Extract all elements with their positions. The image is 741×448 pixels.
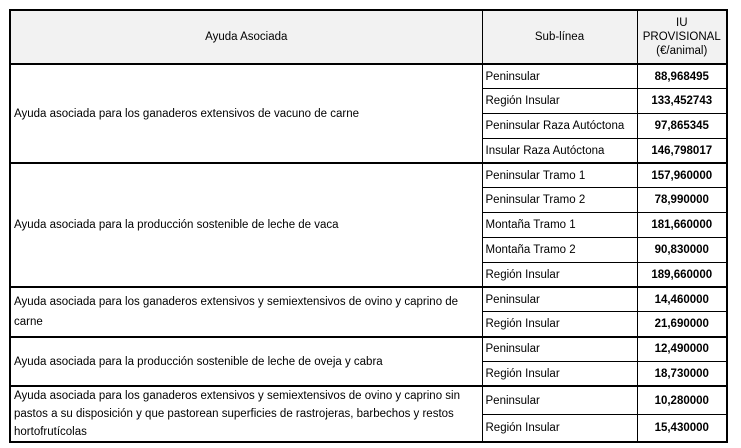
value-cell: 21,690000: [637, 312, 727, 337]
value-cell: 189,660000: [637, 262, 727, 287]
table-row: [10, 287, 727, 312]
value-cell: 146,798017: [637, 138, 727, 163]
subline-cell: Peninsular Raza Autóctona: [482, 114, 637, 139]
header-iu-line-2: PROVISIONAL: [642, 31, 721, 43]
aid-table: [9, 9, 728, 443]
subline-cell: Peninsular: [482, 287, 637, 312]
subline-cell: Peninsular Tramo 1: [482, 163, 637, 188]
subline-cell: Peninsular: [482, 337, 637, 362]
header-iu-provisional: [637, 10, 727, 64]
table-header: [10, 10, 727, 64]
subline-cell: Peninsular Tramo 2: [482, 188, 637, 213]
ayuda-cell: Ayuda asociada para los ganaderos extensivos y semiextensivos de ovino y caprino sin pastos a su disposición y que pastorean superficies de rastrojeras, barbechos y restos hortofrutícolas: [10, 386, 482, 442]
subline-cell: Región Insular: [482, 362, 637, 387]
table-row: [10, 64, 727, 89]
aid-table-document: [9, 9, 726, 439]
value-cell: 18,730000: [637, 362, 727, 387]
subline-cell: Peninsular: [482, 386, 637, 414]
ayuda-cell: Ayuda asociada para la producción sostenible de leche de vaca: [10, 163, 482, 287]
value-cell: 88,968495: [637, 64, 727, 89]
ayuda-cell: Ayuda asociada para la producción sostenible de leche de oveja y cabra: [10, 337, 482, 387]
value-cell: 10,280000: [637, 386, 727, 414]
subline-cell: Región Insular: [482, 262, 637, 287]
table-row: [10, 337, 727, 362]
value-cell: 12,490000: [637, 337, 727, 362]
header-row: [10, 10, 727, 64]
header-iu-line-1: IU: [676, 17, 688, 29]
table-row: [10, 386, 727, 414]
header-iu-line-3: (€/animal): [656, 45, 708, 57]
subline-cell: Montaña Tramo 1: [482, 213, 637, 238]
value-cell: 97,865345: [637, 114, 727, 139]
value-cell: 157,960000: [637, 163, 727, 188]
table-row: [10, 163, 727, 188]
table-body: [10, 64, 727, 442]
subline-cell: Región Insular: [482, 312, 637, 337]
value-cell: 78,990000: [637, 188, 727, 213]
header-sub-linea: Sub-línea: [482, 10, 637, 64]
subline-cell: Insular Raza Autóctona: [482, 138, 637, 163]
value-cell: 90,830000: [637, 238, 727, 263]
ayuda-cell: Ayuda asociada para los ganaderos extensivos de vacuno de carne: [10, 64, 482, 163]
value-cell: 14,460000: [637, 287, 727, 312]
subline-cell: Peninsular: [482, 64, 637, 89]
ayuda-cell: Ayuda asociada para los ganaderos extensivos y semiextensivos de ovino y caprino de carne: [10, 287, 482, 337]
subline-cell: Región Insular: [482, 89, 637, 114]
value-cell: 133,452743: [637, 89, 727, 114]
value-cell: 181,660000: [637, 213, 727, 238]
subline-cell: Montaña Tramo 2: [482, 238, 637, 263]
value-cell: 15,430000: [637, 414, 727, 442]
subline-cell: Región Insular: [482, 414, 637, 442]
header-ayuda-asociada: Ayuda Asociada: [10, 10, 482, 64]
